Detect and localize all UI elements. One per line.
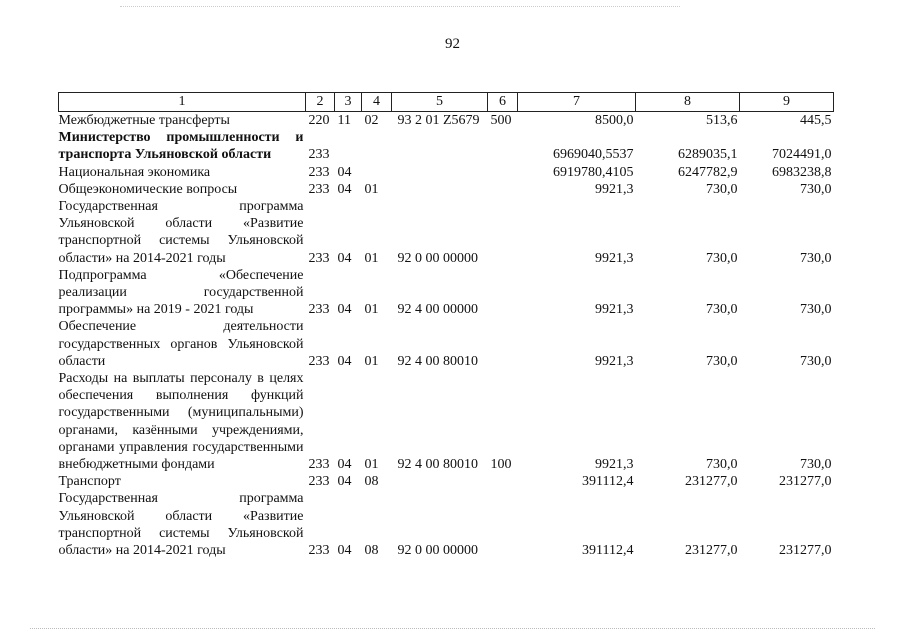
target-article-code: 93 2 01 Z5679 [397,113,480,128]
subsection-code: 02 [364,113,379,128]
target-article-code: 92 0 00 00000 [397,543,478,559]
column-header: 5 [392,93,488,112]
column-header: 8 [636,93,740,112]
expense-type-code: 100 [490,457,512,473]
column-header: 2 [306,93,335,112]
table-row [59,473,834,490]
table-row [59,318,834,370]
amount-col7: 9921,3 [595,250,634,266]
expense-type-code [488,318,518,370]
column-header: 4 [362,93,392,112]
row-name: Транспорт [58,474,121,490]
row-name: Государственная программа Ульяновской области «Развитие транспортной системы Ульяновской области» на 2014-2021 годы [58,199,304,266]
amount-col7: 9921,3 [595,457,634,473]
amount-col8: 730,0 [706,250,738,266]
table-row [59,181,834,198]
amount-col8: 730,0 [706,181,738,197]
header-row [59,93,834,112]
table-row [59,370,834,473]
row-name: Подпрограмма «Обеспечение реализации государственной программы» на 2019 - 2021 годы [58,267,304,318]
target-article-code: 92 4 00 80010 [397,353,478,369]
column-header: 7 [518,93,636,112]
amount-col9: 730,0 [800,353,832,369]
target-article-code: 92 0 00 00000 [397,250,478,266]
section-code: 04 [337,302,352,318]
target-article-code [392,164,488,181]
page-number: 92 [445,36,460,52]
subsection-code [362,164,392,181]
table-row [59,112,834,130]
budget-table [58,92,834,559]
amount-col8: 730,0 [706,457,738,473]
amount-col9: 730,0 [800,302,832,318]
subsection-code: 01 [364,302,379,318]
row-name: Государственная программа Ульяновской области «Развитие транспортной системы Ульяновской области» на 2014-2021 годы [58,491,304,559]
row-name: Межбюджетные трансферты [58,113,230,128]
subsection-code: 08 [364,474,379,490]
ministry-code: 233 [308,474,330,490]
ministry-code: 233 [308,543,330,559]
target-article-code [392,473,488,490]
section-code: 04 [337,181,352,197]
table-row [59,164,834,181]
row-name: Расходы на выплаты персоналу в целях обеспечения выполнения функций государственными (муниципальными) органами, казёнными учреждениями, органами управления государственными внебюджетными фондами [58,371,304,473]
column-header: 1 [59,93,306,112]
subsection-code: 08 [364,543,379,559]
amount-col9: 231277,0 [779,543,832,559]
amount-col9: 730,0 [800,457,832,473]
ministry-code: 233 [308,457,330,473]
amount-col8: 6289035,1 [678,147,738,163]
row-name: Национальная экономика [58,164,211,180]
amount-col9: 7024491,0 [772,147,832,163]
expense-type-code: 500 [490,113,512,128]
column-header: 6 [488,93,518,112]
subsection-code [362,129,392,163]
expense-type-code [488,198,518,267]
amount-col9: 730,0 [800,250,832,266]
table-row [59,490,834,559]
table-row [59,129,834,163]
section-code: 04 [337,164,352,180]
target-article-code: 92 4 00 00000 [397,302,478,318]
expense-type-code [488,129,518,163]
row-name: Обеспечение деятельности государственных органов Ульяновской области [58,319,304,369]
expense-type-code [488,267,518,319]
ministry-code: 233 [308,353,330,369]
expense-type-code [488,181,518,198]
amount-col7: 391112,4 [582,474,634,490]
target-article-code [392,181,488,198]
amount-col7: 391112,4 [582,543,634,559]
amount-col7: 6969040,5537 [553,147,634,163]
subsection-code: 01 [364,457,379,473]
subsection-code: 01 [364,250,379,266]
amount-col9: 730,0 [800,181,832,197]
amount-col7: 6919780,4105 [553,164,634,180]
subsection-code: 01 [364,353,379,369]
amount-col8: 231277,0 [685,543,738,559]
amount-col8: 513,6 [706,113,738,128]
amount-col8: 6247782,9 [678,164,738,180]
expense-type-code [488,164,518,181]
amount-col7: 9921,3 [595,353,634,369]
amount-col9: 6983238,8 [772,164,832,180]
ministry-code: 233 [308,164,330,180]
column-header: 9 [740,93,834,112]
section-code: 04 [337,353,352,369]
section-code: 11 [337,113,351,128]
section-code: 04 [337,543,352,559]
subsection-code: 01 [364,181,379,197]
ministry-code: 233 [308,250,330,266]
ministry-code: 233 [308,147,330,163]
amount-col8: 730,0 [706,353,738,369]
amount-col9: 445,5 [800,113,832,128]
column-header: 3 [335,93,362,112]
section-code [335,129,362,163]
ministry-code: 233 [308,181,330,197]
amount-col8: 231277,0 [685,474,738,490]
amount-col8: 730,0 [706,302,738,318]
row-name: Общеэкономические вопросы [58,181,238,197]
row-name: Министерство промышленности и транспорта Ульяновской области [58,130,304,163]
table-row [59,267,834,319]
expense-type-code [488,473,518,490]
amount-col7: 9921,3 [595,302,634,318]
scan-artifact-bottom [30,628,875,632]
ministry-code: 220 [308,113,330,128]
section-code: 04 [337,457,352,473]
target-article-code [392,129,488,163]
amount-col9: 231277,0 [779,474,832,490]
table-row [59,198,834,267]
amount-col7: 9921,3 [595,181,634,197]
target-article-code: 92 4 00 80010 [397,457,478,473]
section-code: 04 [337,250,352,266]
ministry-code: 233 [308,302,330,318]
expense-type-code [488,490,518,559]
section-code: 04 [337,474,352,490]
amount-col7: 8500,0 [595,113,634,128]
scan-artifact-top [120,6,680,9]
